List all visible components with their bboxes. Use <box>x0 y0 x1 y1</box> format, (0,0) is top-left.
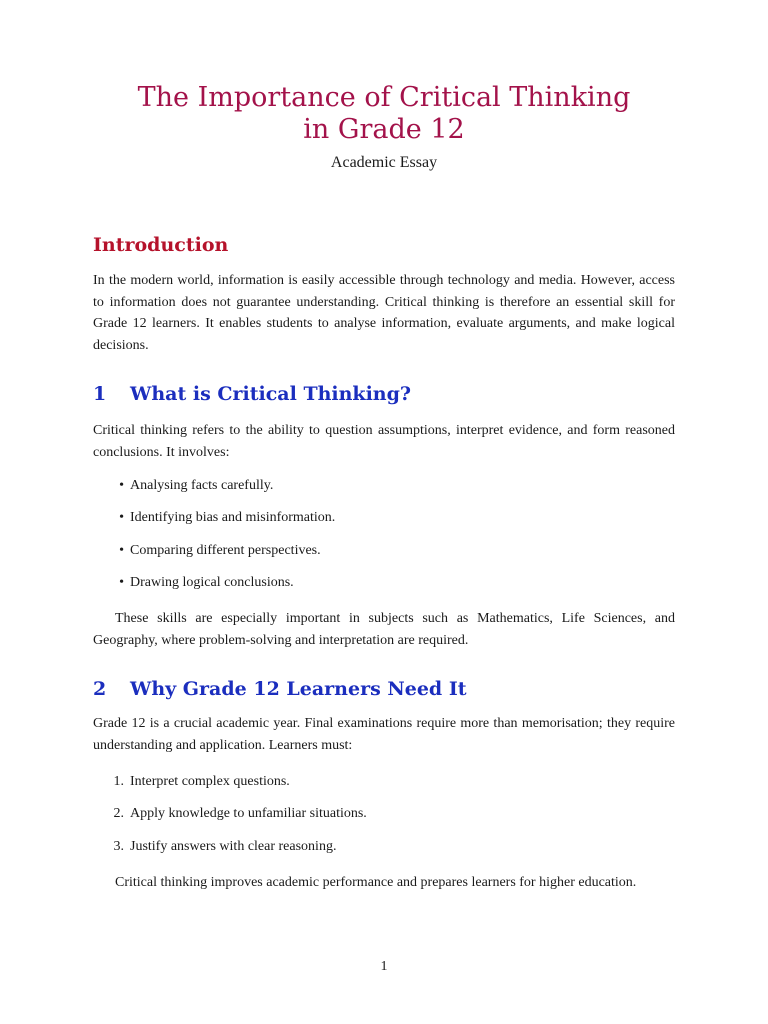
list-item-number: 2. <box>113 806 124 822</box>
list-item <box>93 772 675 804</box>
section-2-heading <box>93 677 467 701</box>
list-item-text: Identifying bias and misinformation. <box>130 510 336 526</box>
section-2-number: 2 <box>93 678 107 700</box>
section-2-title: Why Grade 12 Learners Need It <box>130 678 467 700</box>
section-1-title: What is Critical Thinking? <box>130 383 412 405</box>
list-item-text: Interpret complex questions. <box>130 774 290 789</box>
list-item-number: 1. <box>113 774 124 789</box>
list-item-text: Apply knowledge to unfamiliar situations. <box>130 806 367 822</box>
bullet-marker: • <box>119 510 124 526</box>
section-2-paragraph: Grade 12 is a crucial academic year. Final examinations require more than memorisation; they require understanding and application. Learners must: <box>93 716 675 753</box>
list-item <box>93 508 675 540</box>
page-number: 1 <box>380 959 388 974</box>
bullet-marker: • <box>119 478 124 493</box>
section-1-heading <box>93 382 411 406</box>
bullet-marker: • <box>119 542 124 558</box>
title-line-1: The Importance of Critical Thinking <box>137 82 631 113</box>
introduction-heading: Introduction <box>93 234 229 256</box>
list-item <box>93 573 675 605</box>
section-1-closing-paragraph: These skills are especially important in subjects such as Mathematics, Life Sciences, and Geography, where problem-solving and interpretation are required. <box>93 611 675 648</box>
list-item-text: Comparing different perspectives. <box>130 542 321 558</box>
section-1-paragraph: Critical thinking refers to the ability to question assumptions, interpret evidence, and form reasoned conclusions. It involves: <box>93 423 675 460</box>
bullet-marker: • <box>119 574 124 590</box>
list-item <box>93 541 675 573</box>
list-item-text: Justify answers with clear reasoning. <box>130 838 337 854</box>
section-2-closing-paragraph: Critical thinking improves academic performance and prepares learners for higher education. <box>115 875 637 890</box>
list-item-text: Drawing logical conclusions. <box>130 574 294 590</box>
section-1-number: 1 <box>93 383 107 405</box>
list-item <box>93 476 675 508</box>
list-item <box>93 804 675 836</box>
list-item-text: Analysing facts carefully. <box>130 478 274 493</box>
section-1-bullet-list <box>93 476 675 605</box>
introduction-paragraph: In the modern world, information is easily accessible through technology and media. However, access to information does not guarantee understanding. Critical thinking is therefore an essential skill for Grade 12 learners. It enables students to analyse information, evaluate arguments, and make logical decisions. <box>93 273 675 354</box>
section-2-numbered-list <box>93 772 675 869</box>
title-line-2: in Grade 12 <box>303 114 465 145</box>
list-item <box>93 837 675 869</box>
list-item-number: 3. <box>113 838 124 854</box>
document-subtitle: Academic Essay <box>330 154 438 171</box>
document-title <box>60 82 708 146</box>
